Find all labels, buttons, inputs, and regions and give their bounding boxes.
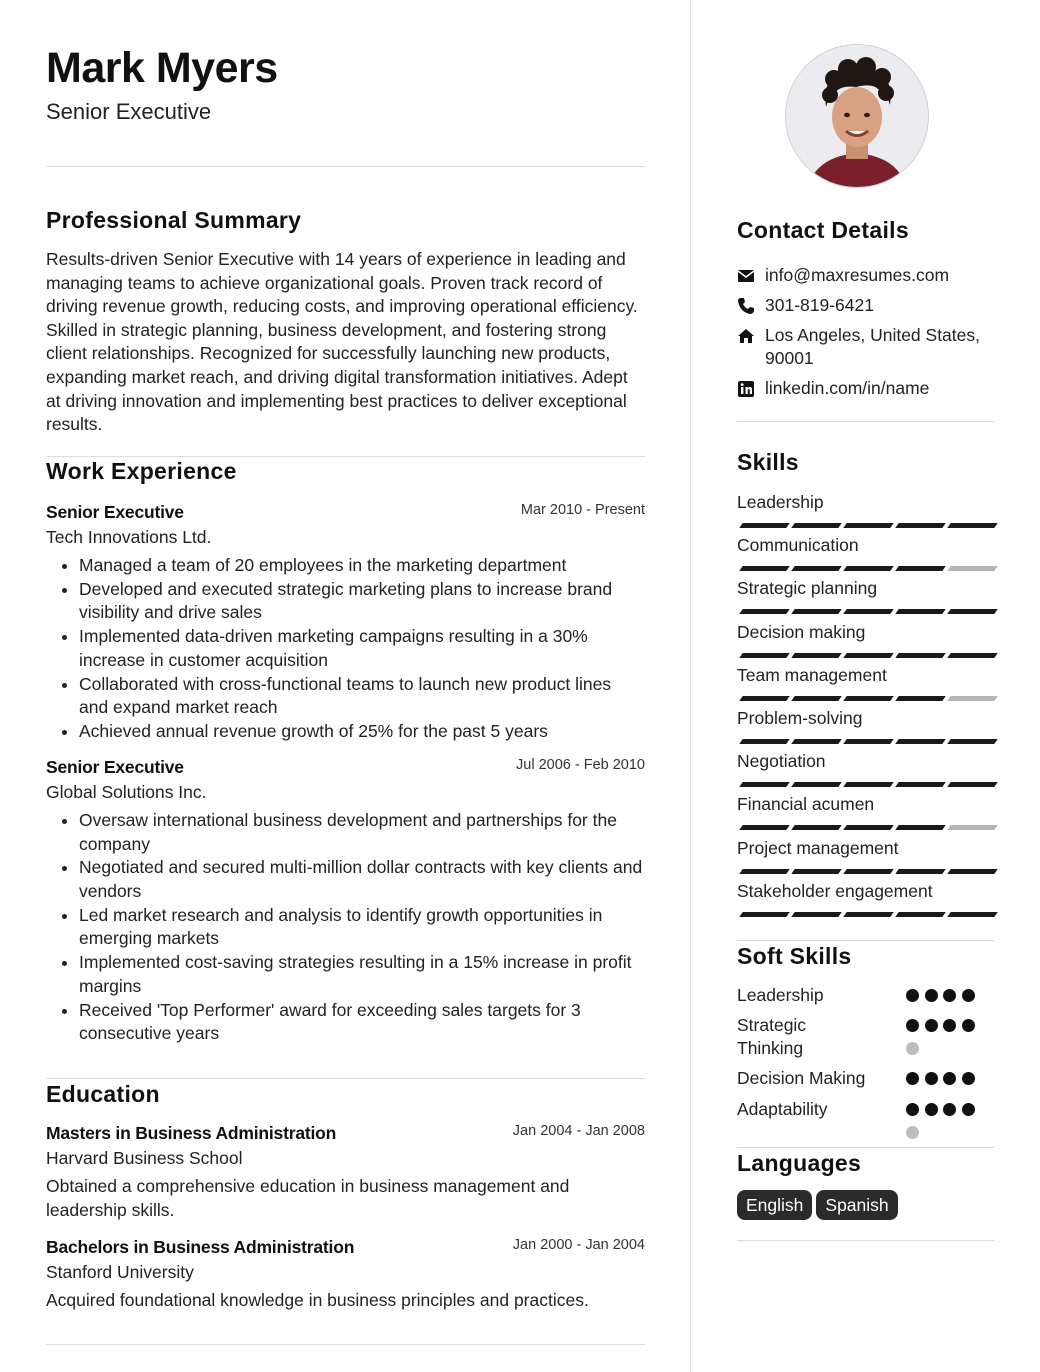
skill-item xyxy=(737,491,993,515)
skill-name: Decision making xyxy=(737,621,866,642)
summary-heading: Professional Summary xyxy=(46,207,302,233)
rating-dot-filled xyxy=(925,1019,938,1032)
education-entry xyxy=(46,1123,645,1222)
skill-segment-filled xyxy=(895,523,946,528)
skill-segment-filled xyxy=(791,825,842,830)
skill-segment-filled xyxy=(791,912,842,917)
education-entry xyxy=(46,1237,645,1313)
skill-segment-filled xyxy=(947,782,998,787)
skill-level-bar xyxy=(737,739,993,744)
soft-skill-rating xyxy=(906,1019,986,1059)
divider xyxy=(737,1240,995,1241)
divider xyxy=(46,1078,645,1079)
phone-icon xyxy=(737,297,755,315)
bullet-item: • Implemented cost-saving strategies resulting in a 15% increase in profit margins xyxy=(79,951,645,998)
skill-item xyxy=(737,837,993,861)
languages-list xyxy=(737,1190,902,1220)
languages-heading: Languages xyxy=(737,1150,862,1176)
skill-segment-filled xyxy=(895,825,946,830)
skill-item xyxy=(737,707,993,731)
skill-segment-filled xyxy=(843,825,894,830)
school-name: Harvard Business School xyxy=(46,1148,243,1168)
email-text: info@maxresumes.com xyxy=(765,265,950,285)
bullet-item: • Led market research and analysis to identify growth opportunities in emerging markets xyxy=(79,904,645,951)
home-icon xyxy=(737,327,755,345)
degree-name: Bachelors in Business Administration xyxy=(46,1237,355,1257)
skill-level-bar xyxy=(737,696,993,701)
profile-photo xyxy=(785,44,929,188)
skills-heading: Skills xyxy=(737,449,799,475)
skill-item xyxy=(737,750,993,774)
skill-segment-filled xyxy=(947,523,998,528)
skill-level-bar xyxy=(737,912,993,917)
skill-segment-filled xyxy=(895,912,946,917)
skill-segment-filled xyxy=(947,912,998,917)
education-dates: Jan 2000 - Jan 2004 xyxy=(512,1237,645,1253)
rating-dot-empty xyxy=(906,1126,919,1139)
skill-segment-filled xyxy=(895,696,946,701)
phone-text: 301-819-6421 xyxy=(765,295,874,315)
divider xyxy=(46,1344,645,1345)
skill-segment-filled xyxy=(791,696,842,701)
rating-dot-filled xyxy=(925,989,938,1002)
language-chip: Spanish xyxy=(816,1190,897,1220)
rating-dot-filled xyxy=(943,989,956,1002)
job-dates: Jul 2006 - Feb 2010 xyxy=(516,757,645,773)
rating-dot-filled xyxy=(943,1072,956,1085)
skill-segment-filled xyxy=(843,782,894,787)
education-dates: Jan 2004 - Jan 2008 xyxy=(512,1123,645,1139)
skill-item xyxy=(737,880,993,904)
skill-level-bar xyxy=(737,782,993,787)
job-role: Senior Executive xyxy=(46,757,184,777)
rating-dot-filled xyxy=(943,1103,956,1116)
job-dates: Mar 2010 - Present xyxy=(520,502,645,518)
divider xyxy=(737,421,995,422)
skill-level-bar xyxy=(737,869,993,874)
bullet-item: • Developed and executed strategic marketing plans to increase brand visibility and drive sales xyxy=(79,578,645,625)
skill-segment-filled xyxy=(791,523,842,528)
school-name: Stanford University xyxy=(46,1262,194,1282)
soft-skill-name: Leadership xyxy=(737,985,824,1005)
envelope-icon xyxy=(737,267,755,285)
bullet-item: • Received 'Top Performer' award for exceeding sales targets for 3 consecutive years xyxy=(79,999,645,1046)
linkedin-text: linkedin.com/in/name xyxy=(765,378,930,398)
skill-segment-filled xyxy=(739,696,790,701)
skill-segment-filled xyxy=(791,653,842,658)
rating-dot-filled xyxy=(906,1019,919,1032)
degree-name: Masters in Business Administration xyxy=(46,1123,337,1143)
skill-level-bar xyxy=(737,566,993,571)
skill-segment-filled xyxy=(895,653,946,658)
divider xyxy=(46,166,645,167)
skill-segment-filled xyxy=(895,869,946,874)
bullet-item: • Managed a team of 20 employees in the marketing department xyxy=(79,554,645,578)
skill-segment-filled xyxy=(739,782,790,787)
experience-heading: Work Experience xyxy=(46,458,237,484)
bullet-item: • Achieved annual revenue growth of 25% for the past 5 years xyxy=(79,720,645,744)
divider xyxy=(46,456,645,457)
rating-dot-filled xyxy=(925,1103,938,1116)
rating-dot-filled xyxy=(962,1019,975,1032)
language-chip: English xyxy=(737,1190,812,1220)
skill-segment-filled xyxy=(947,609,998,614)
rating-dot-filled xyxy=(925,1072,938,1085)
divider xyxy=(737,940,995,941)
skill-segment-filled xyxy=(843,912,894,917)
bullet-item: • Collaborated with cross-functional teams to launch new product lines and expand market reach xyxy=(79,673,645,720)
skill-segment-filled xyxy=(791,739,842,744)
skill-segment-filled xyxy=(739,609,790,614)
candidate-name: Mark Myers xyxy=(46,44,278,92)
skill-segment-filled xyxy=(739,523,790,528)
job-bullets xyxy=(46,554,645,744)
skill-segment-filled xyxy=(895,609,946,614)
skill-segment-filled xyxy=(739,566,790,571)
soft-skills-heading: Soft Skills xyxy=(737,943,852,969)
rating-dot-filled xyxy=(962,1072,975,1085)
skill-name: Financial acumen xyxy=(737,794,875,815)
job-entry xyxy=(46,757,645,1046)
skill-segment-filled xyxy=(947,869,998,874)
job-company: Tech Innovations Ltd. xyxy=(46,527,212,547)
rating-dot-filled xyxy=(906,989,919,1002)
skill-segment-filled xyxy=(843,653,894,658)
skill-segment-filled xyxy=(843,609,894,614)
skill-segment-filled xyxy=(739,653,790,658)
job-bullets xyxy=(46,809,645,1046)
soft-skill-rating xyxy=(906,1103,986,1143)
skill-segment-empty xyxy=(947,825,998,830)
skill-segment-filled xyxy=(739,739,790,744)
skill-segment-filled xyxy=(895,566,946,571)
soft-skill-name: Strategic Thinking xyxy=(737,1015,807,1058)
skill-item xyxy=(737,793,993,817)
skill-name: Stakeholder engagement xyxy=(737,880,933,901)
skill-segment-filled xyxy=(739,825,790,830)
rating-dot-filled xyxy=(943,1019,956,1032)
skill-name: Problem-solving xyxy=(737,708,863,728)
skill-segment-filled xyxy=(739,912,790,917)
skill-level-bar xyxy=(737,523,993,528)
bullet-item: • Negotiated and secured multi-million dollar contracts with key clients and vendors xyxy=(79,856,645,903)
skill-name: Strategic planning xyxy=(737,578,878,599)
skill-segment-filled xyxy=(947,739,998,744)
skill-level-bar xyxy=(737,609,993,614)
skill-item xyxy=(737,664,993,688)
contact-heading: Contact Details xyxy=(737,217,909,243)
skill-segment-filled xyxy=(947,653,998,658)
education-description: Acquired foundational knowledge in business principles and practices. xyxy=(46,1290,589,1310)
rating-dot-filled xyxy=(962,1103,975,1116)
skill-level-bar xyxy=(737,653,993,658)
skill-segment-filled xyxy=(739,869,790,874)
skill-segment-filled xyxy=(791,609,842,614)
skill-segment-filled xyxy=(843,869,894,874)
divider xyxy=(737,1147,995,1148)
bullet-item: • Implemented data-driven marketing campaigns resulting in a 30% increase in customer acquisition xyxy=(79,625,645,672)
rating-dot-empty xyxy=(906,1042,919,1055)
skill-name: Leadership xyxy=(737,492,824,512)
soft-skill-name: Adaptability xyxy=(737,1099,828,1119)
skill-segment-filled xyxy=(895,739,946,744)
skill-segment-filled xyxy=(843,739,894,744)
skill-name: Team management xyxy=(737,664,887,685)
job-entry xyxy=(46,502,645,744)
job-role: Senior Executive xyxy=(46,502,184,522)
skill-level-bar xyxy=(737,825,993,830)
skill-segment-empty xyxy=(947,696,998,701)
skill-segment-filled xyxy=(895,782,946,787)
rating-dot-filled xyxy=(906,1072,919,1085)
column-divider xyxy=(690,0,691,1372)
skill-segment-empty xyxy=(947,566,998,571)
skill-item xyxy=(737,534,993,558)
skill-segment-filled xyxy=(843,566,894,571)
avatar-illustration xyxy=(786,45,928,187)
skill-item xyxy=(737,577,993,601)
education-description: Obtained a comprehensive education in business management and leadership skills. xyxy=(46,1176,570,1220)
soft-skill-name: Decision Making xyxy=(737,1068,866,1088)
bullet-item: • Oversaw international business development and partnerships for the company xyxy=(79,809,645,856)
summary-text: Results-driven Senior Executive with 14 years of experience in leading and managing teams to achieve organizational goals. Proven track record of driving revenue growth, reducing costs, and improving operational efficiency. Skilled in strategic planning, business development, and fostering strong client relationships. Recognized for successfully launching new products, expanding market reach, and driving digital transformation initiatives. Adept at driving innovation and implementing best practices to deliver exceptional results. xyxy=(46,249,638,435)
address-text: Los Angeles, United States, 90001 xyxy=(765,325,980,368)
skill-name: Negotiation xyxy=(737,751,826,772)
job-company: Global Solutions Inc. xyxy=(46,782,207,802)
skill-name: Project management xyxy=(737,837,899,858)
skill-item xyxy=(737,621,993,645)
rating-dot-filled xyxy=(962,989,975,1002)
skill-segment-filled xyxy=(843,523,894,528)
rating-dot-filled xyxy=(906,1103,919,1116)
skill-segment-filled xyxy=(843,696,894,701)
skill-name: Communication xyxy=(737,535,859,556)
candidate-title: Senior Executive xyxy=(46,99,212,124)
skill-segment-filled xyxy=(791,869,842,874)
education-heading: Education xyxy=(46,1081,160,1107)
skill-segment-filled xyxy=(791,782,842,787)
skill-segment-filled xyxy=(791,566,842,571)
linkedin-icon xyxy=(737,380,755,398)
